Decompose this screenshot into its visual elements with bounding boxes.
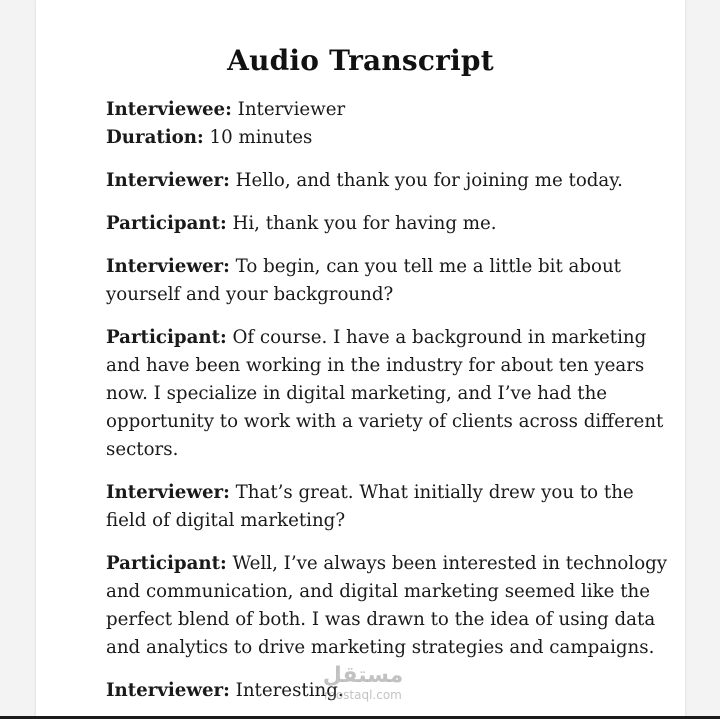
dialogue-turn (106, 479, 676, 535)
speaker-label: Interviewer: (106, 680, 230, 701)
dialogue-text: Interesting. (229, 680, 344, 701)
meta-duration (106, 124, 676, 152)
speaker-label: Participant: (106, 213, 227, 234)
speaker-label: Participant: (106, 553, 227, 574)
watermark-logo-text: مستقل (322, 663, 404, 688)
dialogue-text: Well, I’ve always been interested in technology and communication, and digital marketing seemed like the perfect blend of both. I was drawn to the idea of using data and analytics to drive marketing strategies and campaigns. (106, 553, 668, 658)
watermark-url: mostaql.com (324, 688, 402, 702)
meta-label: Duration: (106, 127, 204, 148)
transcript-page (36, 0, 685, 719)
speaker-label: Interviewer: (106, 482, 230, 503)
meta-value: 10 minutes (203, 127, 313, 148)
dialogue-turn (106, 210, 676, 238)
dialogue-turn (106, 324, 676, 464)
dialogue-turn (106, 677, 676, 705)
meta-label: Interviewee: (106, 99, 232, 120)
dialogue-text: To begin, can you tell me a little bit about yourself and your background? (106, 256, 621, 305)
dialogue-text: That’s great. What initially drew you to the field of digital marketing? (106, 482, 634, 531)
dialogue-text: Of course. I have a background in marketing and have been working in the industry for about ten years now. I specialize in digital marketing, and I’ve had the opportunity to work with a variety of clients across different sectors. (106, 327, 664, 460)
page-title: Audio Transcript (227, 44, 494, 77)
meta-value: Interviewer (231, 99, 346, 120)
speaker-label: Interviewer: (106, 256, 230, 277)
meta-block (106, 96, 676, 152)
dialogue-text: Hi, thank you for having me. (226, 213, 497, 234)
meta-interviewee (106, 96, 676, 124)
speaker-label: Participant: (106, 327, 227, 348)
dialogue-turn (106, 550, 676, 662)
dialogue-turn (106, 167, 676, 195)
transcript-body (106, 96, 676, 705)
speaker-label: Interviewer: (106, 170, 230, 191)
dialogue-turn (106, 253, 676, 309)
dialogue-text: Hello, and thank you for joining me today. (229, 170, 623, 191)
